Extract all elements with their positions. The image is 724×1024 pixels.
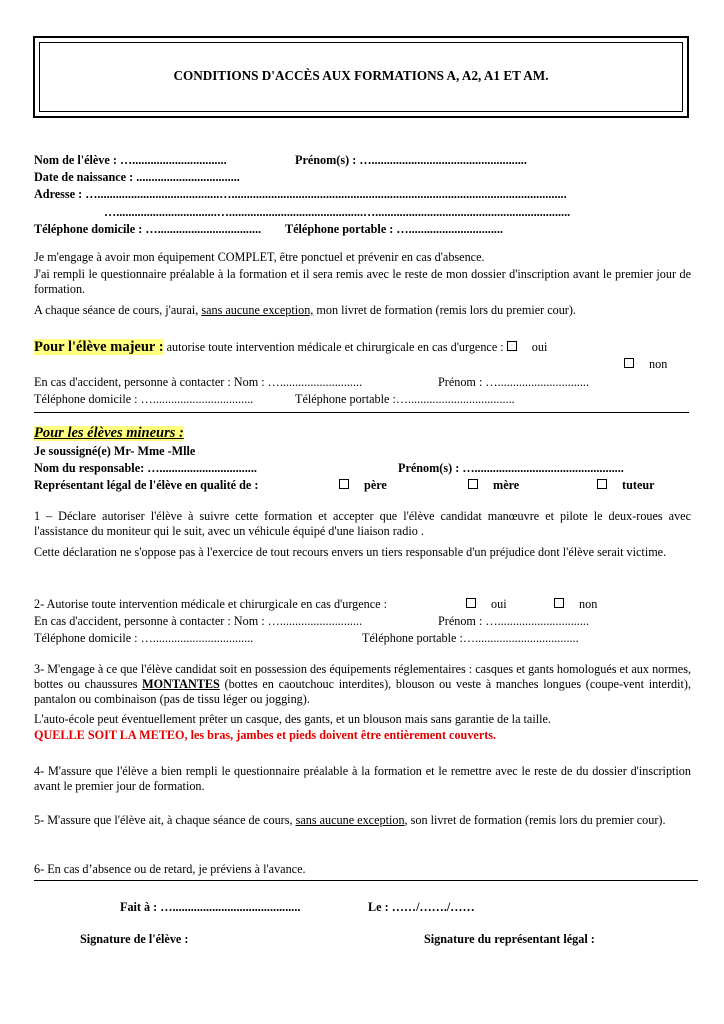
student-firstname-row — [295, 153, 527, 168]
place-label: Fait à : — [120, 900, 158, 914]
mineur-heading: Pour les élèves mineurs : — [34, 425, 184, 441]
clause-2-non[interactable] — [554, 597, 597, 612]
guardian-signature-label: Signature du représentant légal : — [424, 932, 595, 946]
clause-6: 6- En cas d’absence ou de retard, je préviens à l'avance. — [34, 862, 306, 876]
student-name-row — [34, 153, 227, 168]
section-divider — [34, 412, 689, 413]
student-name-field[interactable]: …............................... — [119, 153, 227, 167]
clause-3-loan: L'auto-école peut éventuellement prêter un casque, des gants, et un blouson mais sans garantie de la taille. — [34, 712, 551, 726]
father-checkbox[interactable] — [339, 479, 349, 489]
tutor-label: tuteur — [622, 478, 655, 492]
majeur-heading: Pour l'élève majeur : — [34, 339, 164, 355]
clause-3-montantes: MONTANTES — [142, 677, 220, 691]
date-label: Le : — [368, 900, 389, 914]
student-firstname-label: Prénom(s) : — [295, 153, 357, 167]
clause-1-recourse: Cette déclaration ne s'oppose pas à l'exercice de tout recours envers un tiers responsable d'un préjudice dont l'élève serait victime. — [34, 545, 667, 559]
clause-5-start: 5- M'assure que l'élève ait, à chaque séance de cours, — [34, 813, 293, 827]
guardian-name-row — [34, 461, 257, 476]
legal-representative-label: Représentant légal de l'élève en qualité de : — [34, 478, 259, 492]
engagement-line-3 — [34, 303, 576, 318]
date-row — [368, 900, 475, 915]
footer-divider — [34, 880, 698, 881]
place-field[interactable]: ….......................................... — [160, 900, 301, 914]
birthdate-row — [34, 170, 240, 185]
majeur-row — [34, 340, 547, 355]
clause-2-contact-firstname[interactable]: Prénom : ….............................. — [438, 614, 589, 628]
home-phone-field[interactable]: ….................................. — [145, 222, 262, 236]
birthdate-field[interactable]: .................................. — [136, 170, 240, 184]
clause-5-end: , son livret de formation (remis lors du premier cour). — [404, 813, 666, 827]
clause-2-oui-checkbox[interactable] — [466, 598, 476, 608]
tutor-checkbox[interactable] — [597, 479, 607, 489]
engagement-line-2: J'ai rempli le questionnaire préalable à la formation et il sera remis avec le reste de mon dossier d'inscription avant le premier jour de formation. — [34, 267, 691, 296]
engagement-line-3-start: A chaque séance de cours, j'aurai, — [34, 303, 199, 317]
father-label: père — [364, 478, 387, 492]
clause-5 — [34, 813, 691, 828]
majeur-non-checkbox[interactable] — [624, 358, 634, 368]
document-title: CONDITIONS D'ACCÈS AUX FORMATIONS A, A2, A1 ET AM. — [173, 68, 549, 83]
tutor-option[interactable] — [597, 478, 655, 493]
engagement-line-1: Je m'engage à avoir mon équipement COMPLET, être ponctuel et prévenir en cas d'absence. — [34, 250, 485, 264]
majeur-non-label: non — [649, 357, 668, 371]
clause-5-exception: sans aucune exception — [295, 813, 405, 827]
majeur-mobile-phone[interactable]: Téléphone portable :…................................... — [295, 392, 515, 406]
clause-3-end: (bottes en caoutchouc interdites), blouson ou veste à manches longues (coupe-vent interdit), pantalon ou combinaison (pas de tissu léger ou jogging). — [34, 677, 691, 706]
mother-checkbox[interactable] — [468, 479, 478, 489]
mother-option[interactable] — [468, 478, 519, 493]
student-signature-label: Signature de l'élève : — [80, 932, 189, 946]
mineur-soussigne: Je soussigné(e) Mr- Mme -Mlle — [34, 444, 196, 458]
clause-2-oui[interactable] — [466, 597, 507, 612]
engagement-exception-text: sans aucune exception, — [201, 303, 314, 317]
address-label: Adresse : — [34, 187, 83, 201]
guardian-name-label: Nom du responsable: — [34, 461, 145, 475]
majeur-home-phone[interactable]: Téléphone domicile : …................................. — [34, 392, 254, 406]
mobile-phone-field[interactable]: …............................... — [396, 222, 504, 236]
clause-4: 4- M'assure que l'élève a bien rempli le questionnaire préalable à la formation et le remettre avec le reste de du dossier d'inscription avant le premier jour de formation. — [34, 764, 691, 793]
clause-3-warning: QUELLE SOIT LA METEO, les bras, jambes et pieds doivent être entièrement couverts. — [34, 728, 497, 742]
mother-label: mère — [493, 478, 520, 492]
mobile-phone-label: Téléphone portable : — [285, 222, 394, 236]
clause-2-oui-label: oui — [491, 597, 507, 611]
student-name-label: Nom de l'élève : — [34, 153, 117, 167]
clause-1: 1 – Déclare autoriser l'élève à suivre cette formation et accepter que l'élève candidat manœuvre et pilote le deux-roues avec l'assistance du moniteur qui le suit, avec un véhicule équipé d'une liaison radio . — [34, 509, 691, 538]
guardian-name-field[interactable]: …................................ — [147, 461, 257, 475]
majeur-oui-label: oui — [531, 340, 548, 354]
mobile-phone-row — [285, 222, 503, 237]
clause-2-home-phone[interactable]: Téléphone domicile : …................................. — [34, 631, 254, 645]
clause-2-text: 2- Autorise toute intervention médicale et chirurgicale en cas d'urgence : — [34, 597, 388, 611]
majeur-contact-firstname[interactable]: Prénom : ….............................. — [438, 375, 589, 389]
address-row — [34, 187, 567, 202]
clause-2 — [34, 597, 387, 612]
guardian-firstname-field[interactable]: …................................................. — [462, 461, 624, 475]
father-option[interactable] — [339, 478, 387, 493]
clause-2-non-checkbox[interactable] — [554, 598, 564, 608]
engagement-line-3-end: mon livret de formation (remis lors du premier cour). — [316, 303, 576, 317]
majeur-non-row — [624, 357, 667, 372]
date-field[interactable]: ……/……./…… — [391, 900, 475, 914]
home-phone-label: Téléphone domicile : — [34, 222, 143, 236]
address-field-line2[interactable]: ….................................…............................................…................................................................ — [104, 205, 571, 219]
place-row — [120, 900, 300, 915]
clause-2-non-label: non — [579, 597, 598, 611]
title-box — [33, 36, 689, 118]
clause-3-start: 3- M'engage à ce que l'élève candidat soit en possession des équipements réglementaires : casques et gants homologués et aux normes, bottes ou chaussures — [34, 662, 691, 691]
clause-3 — [34, 662, 691, 707]
phone-row — [34, 222, 261, 237]
clause-2-mobile-phone[interactable]: Téléphone portable :….................................. — [362, 631, 579, 645]
student-firstname-field[interactable]: …................................................... — [359, 153, 527, 167]
majeur-authorize-text: autorise toute intervention médicale et chirurgicale en cas d'urgence : — [166, 340, 504, 354]
clause-2-accident-contact[interactable]: En cas d'accident, personne à contacter : Nom : …........................... — [34, 614, 363, 628]
guardian-firstname-label: Prénom(s) : — [398, 461, 460, 475]
majeur-accident-contact[interactable]: En cas d'accident, personne à contacter : Nom : …........................... — [34, 375, 363, 389]
guardian-firstname-row — [398, 461, 624, 476]
birthdate-label: Date de naissance : — [34, 170, 134, 184]
majeur-oui-checkbox[interactable] — [507, 341, 517, 351]
address-field-line1[interactable]: …........................................….............................................................................................................. — [85, 187, 567, 201]
